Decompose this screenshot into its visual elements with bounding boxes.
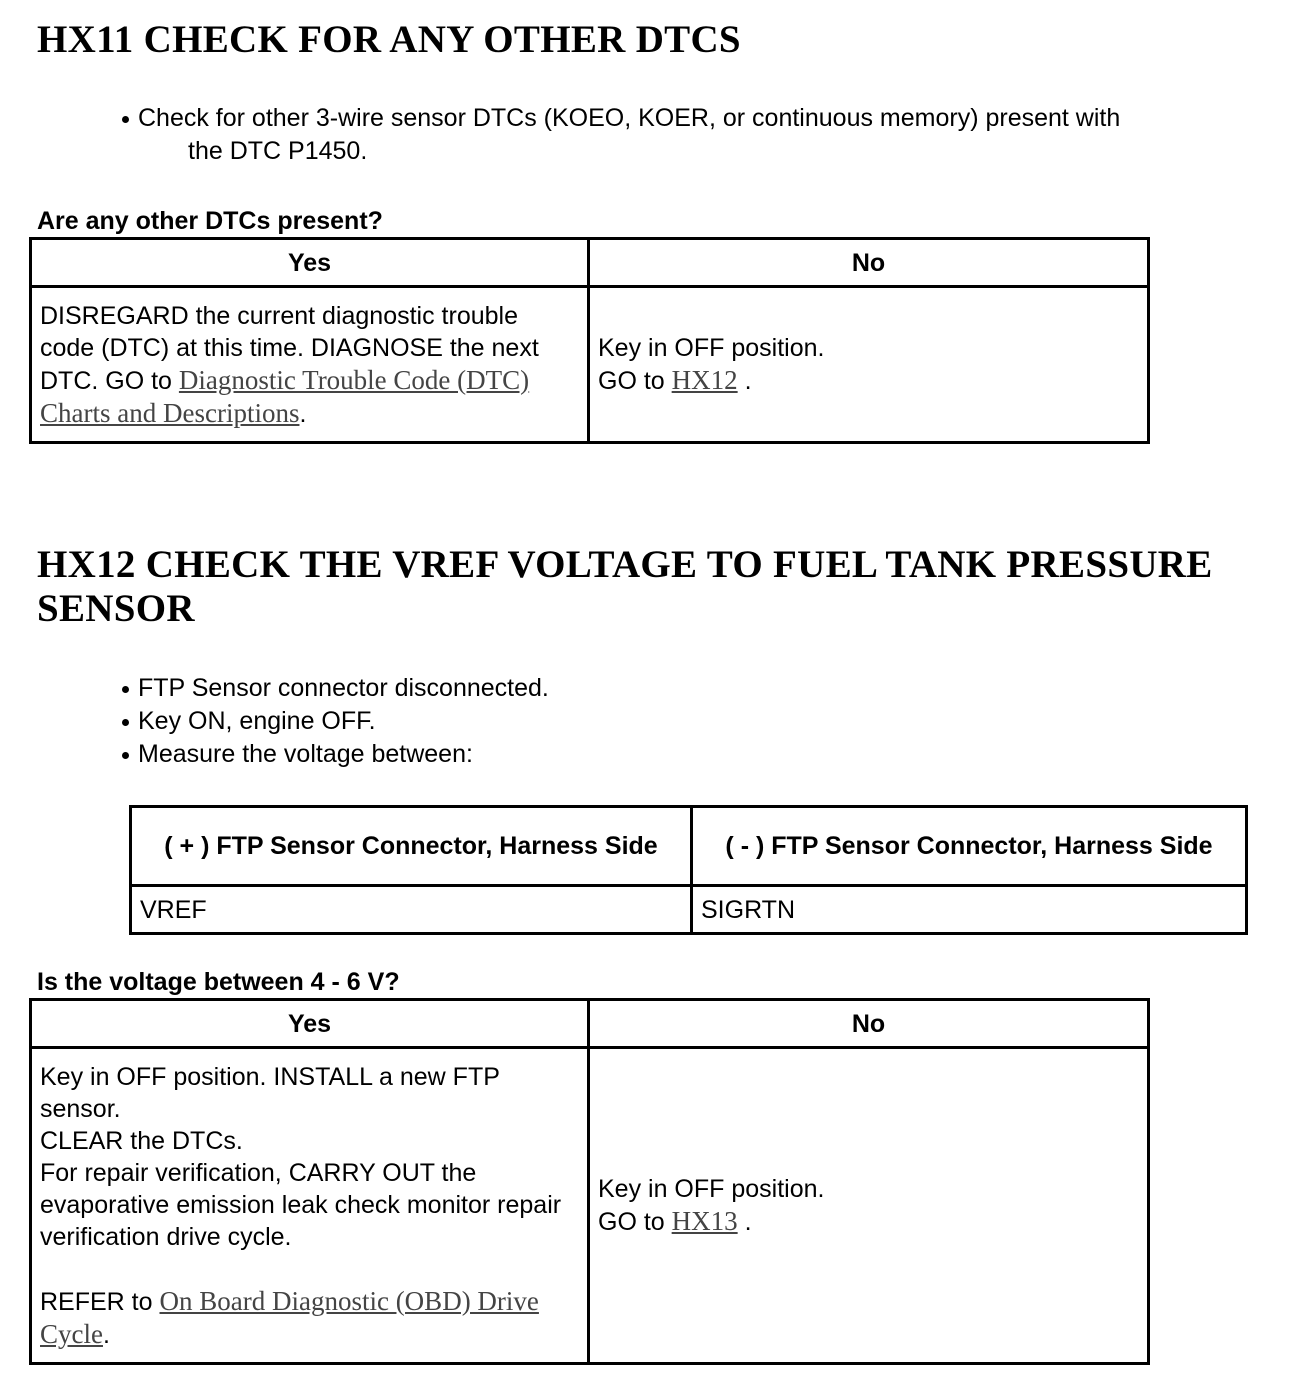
hx11-no-line1: Key in OFF position.: [598, 334, 825, 362]
hx12-title-line2: SENSOR: [37, 587, 195, 630]
hx12-title-line1: HX12 CHECK THE VREF VOLTAGE TO FUEL TANK PRESSURE: [37, 543, 1213, 586]
hx12-yes-refer: [40, 1285, 579, 1351]
hx12-yes-end: .: [102, 1320, 110, 1349]
negative-lead-value: SIGRTN: [692, 886, 1247, 934]
hx11-yes-text: DISREGARD the current diagnostic trouble code (DTC) at this time. DIAGNOSE the next DTC. GO to: [40, 301, 539, 395]
obd-drive-cycle-link[interactable]: On Board Diagnostic (OBD) Drive Cycle: [40, 1285, 539, 1349]
hx12-title: [37, 543, 1213, 631]
hx11-question: Are any other DTCs present?: [37, 207, 383, 235]
positive-lead-value: VREF: [131, 886, 692, 934]
hx12-yes-header: Yes: [31, 1000, 589, 1048]
hx12-yes-cell: [31, 1048, 589, 1364]
hx12-bullet: Measure the voltage between:: [122, 738, 549, 771]
hx12-bullet: FTP Sensor connector disconnected.: [122, 672, 549, 705]
hx12-no-end: .: [737, 1208, 752, 1236]
hx12-no-line1: Key in OFF position.: [598, 1175, 825, 1203]
hx11-bullet-line2: the DTC P1450.: [188, 137, 368, 165]
hx12-no-goto: GO to: [598, 1208, 672, 1236]
hx11-no-end: .: [737, 367, 752, 395]
measurement-table: [129, 805, 1248, 935]
hx12-yes-line3: For repair verification, CARRY OUT the evaporative emission leak check monitor repair verification drive cycle.: [40, 1158, 562, 1251]
hx11-yes-end: .: [299, 399, 307, 428]
hx11-result-table: [29, 237, 1150, 444]
hx12-yes-line2: CLEAR the DTCs.: [40, 1126, 243, 1155]
hx11-no-cell: [589, 287, 1149, 443]
hx11-yes-cell: [31, 287, 589, 443]
hx11-yes-header: Yes: [31, 239, 589, 287]
hx11-bullet-list: [122, 102, 1120, 168]
hx12-bullet-list: [122, 672, 549, 771]
hx12-question: Is the voltage between 4 - 6 V?: [37, 968, 400, 996]
hx12-no-cell: [589, 1048, 1149, 1364]
hx11-no-header: No: [589, 239, 1149, 287]
positive-lead-header: ( + ) FTP Sensor Connector, Harness Side: [131, 807, 692, 886]
hx11-no-line2: [598, 364, 1139, 397]
hx12-link[interactable]: HX12: [671, 365, 738, 395]
hx11-title: HX11 CHECK FOR ANY OTHER DTCS: [37, 18, 741, 61]
hx12-result-table: [29, 998, 1150, 1365]
hx12-yes-refer-text: REFER to: [40, 1287, 160, 1316]
hx12-yes-spacer: [40, 1253, 579, 1285]
hx12-bullet: Key ON, engine OFF.: [122, 705, 549, 738]
hx12-no-header: No: [589, 1000, 1149, 1048]
hx12-yes-line1: Key in OFF position. INSTALL a new FTP sensor.: [40, 1062, 500, 1123]
hx11-bullet: [122, 102, 1120, 168]
hx13-link[interactable]: HX13: [671, 1206, 738, 1236]
hx11-bullet-line1: Check for other 3-wire sensor DTCs (KOEO, KOER, or continuous memory) present with: [138, 104, 1121, 132]
hx12-no-line2: [598, 1205, 1139, 1238]
dtc-charts-link[interactable]: Diagnostic Trouble Code (DTC) Charts and Descriptions: [40, 364, 530, 428]
hx11-no-goto: GO to: [598, 367, 672, 395]
negative-lead-header: ( - ) FTP Sensor Connector, Harness Side: [692, 807, 1247, 886]
